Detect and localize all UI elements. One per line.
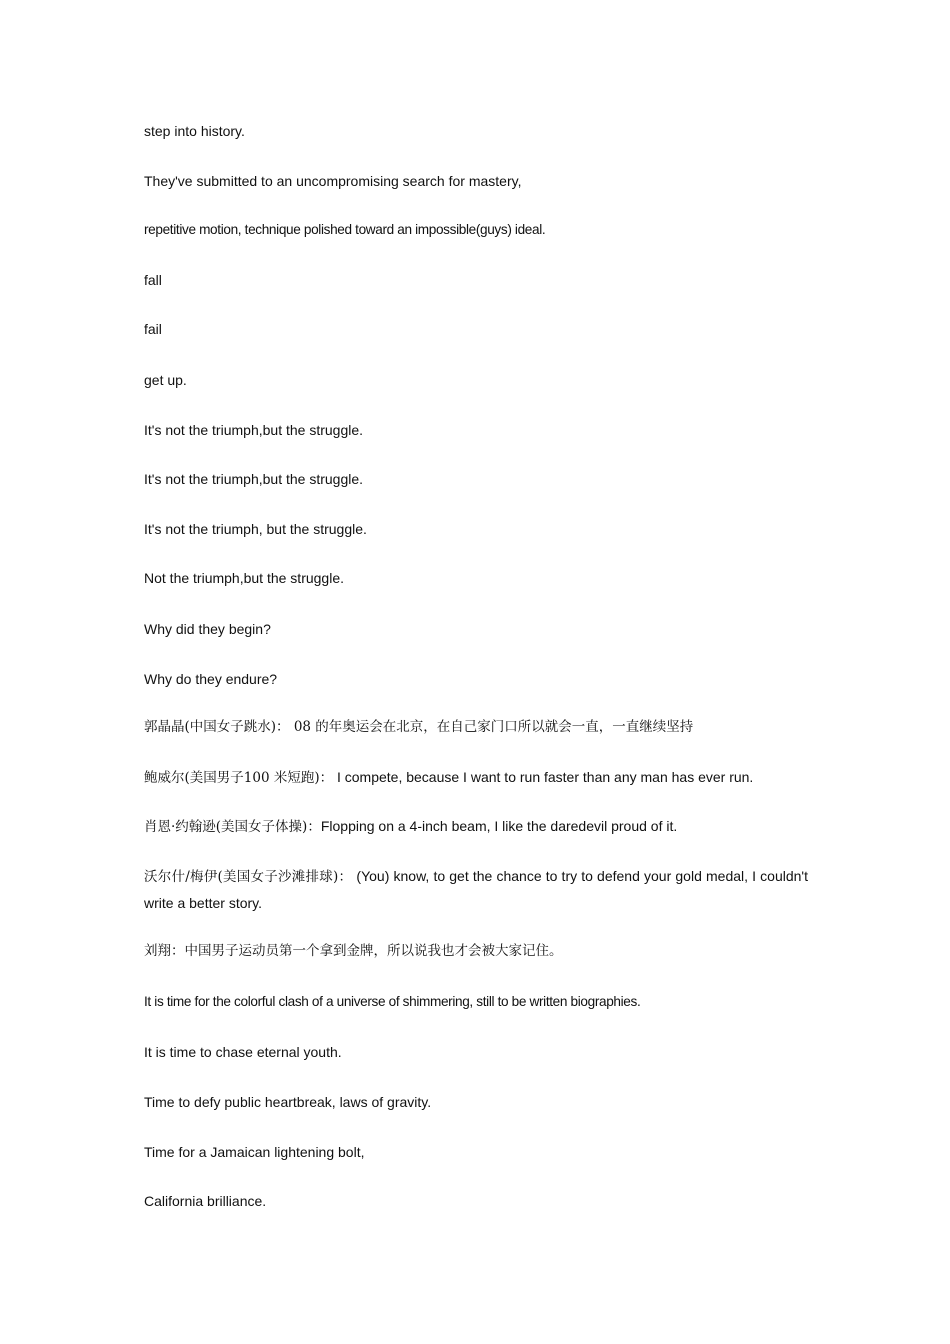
quote-speaker: 刘翔： [144, 943, 185, 959]
text-line: They've submitted to an uncompromising search for mastery, [144, 173, 522, 189]
text-line: Why do they endure? [144, 671, 278, 687]
quote-speaker: 沃尔什/梅伊(美国女子沙滩排球)： [144, 869, 353, 885]
text-line: Time for a Jamaican lightening bolt, [144, 1144, 365, 1160]
text-line: It is time to chase eternal youth. [144, 1044, 342, 1060]
quote-line [144, 717, 808, 736]
text-line: It's not the triumph,but the struggle. [144, 422, 364, 438]
text-line: It is time for the colorful clash of a universe of shimmering, still to be written biographies. [144, 994, 641, 1009]
text-line: It's not the triumph, but the struggle. [144, 521, 367, 537]
quote-text: Flopping on a 4-inch beam, I like the daredevil proud of it. [320, 818, 678, 834]
text-line: Time to defy public heartbreak, laws of gravity. [144, 1094, 432, 1110]
text-line: Why did they begin? [144, 621, 271, 637]
quote-line [144, 768, 808, 787]
text-line: repetitive motion, technique polished toward an impossible(guys) ideal. [144, 222, 546, 237]
quote-speaker: 鲍威尔(美国男子100 米短跑)： [144, 770, 334, 786]
quote-speaker: 郭晶晶(中国女子跳水)： [144, 719, 290, 735]
text-line: California brilliance. [144, 1193, 267, 1209]
quote-line [144, 863, 808, 916]
text-line: It's not the triumph,but the struggle. [144, 471, 364, 487]
text-line: fall [144, 272, 162, 288]
quote-text: 08 的年奥运会在北京，在自己家门口所以就会一直，一直继续坚持 [289, 719, 694, 735]
quote-speaker: 肖恩·约翰逊(美国女子体操)： [144, 819, 321, 835]
text-line: step into history. [144, 123, 245, 139]
quote-text: 中国男子运动员第一个拿到金牌，所以说我也才会被大家记住。 [184, 943, 563, 959]
quote-text: I compete, because I want to run faster than any man has ever run. [333, 769, 754, 785]
text-line: fail [144, 321, 162, 337]
quote-line [144, 941, 808, 960]
quote-line [144, 817, 808, 836]
text-line: get up. [144, 372, 187, 388]
quote-text: (You) know, to get the chance to try to defend your gold medal, I couldn't write a better story. [144, 868, 808, 911]
text-line: Not the triumph,but the struggle. [144, 570, 344, 586]
